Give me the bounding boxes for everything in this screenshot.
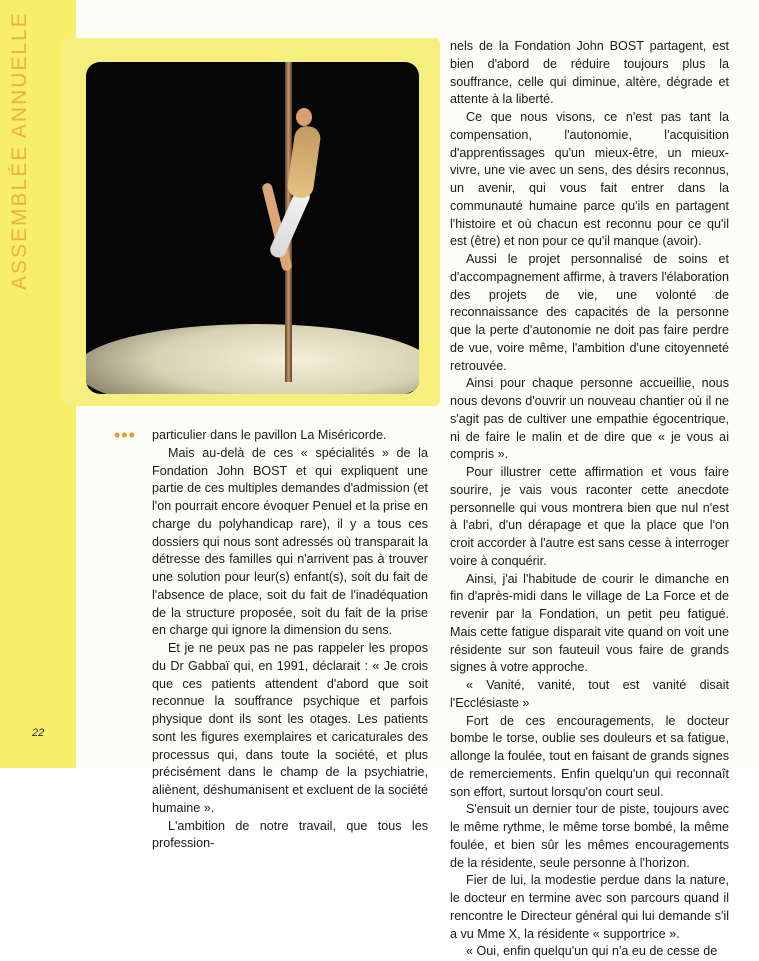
paragraph: Pour illustrer cette affirmation et vous faire sourire, je vais vous raconter cette anecdote personnelle qui vous montrera bien que nul n'est à l'abri, d'un dérapage et que la place que l'on croit accorder à l'autre est sans cesse à interroger voire à conquérir. <box>450 465 729 568</box>
paragraph: Fier de lui, la modestie perdue dans la nature, le docteur en termine avec son parcours quand il rencontre le Directeur général qui lui demande s'il a vu Mme X, la résidente « supportrice ». <box>450 873 729 941</box>
paragraph: Mais au-delà de ces « spécialités » de la Fondation John BOST et qui expliquent une partie de ces multiples demandes d'admission (et l'on pourrait encore évoquer Penuel et la prise en charge du polyhandicap rare), il y a tous ces dossiers qui nous sont adressés où transparait la détresse des familles qui n'arrivent pas à trouver une solution pour leur(s) enfant(s), soit du fait de l'absence de place, soit du fait de l'inadéquation de la structure proposée, soit du fait de la prise en charge qui ignore la dimension du sens. <box>152 445 428 638</box>
page-number: 22 <box>32 727 45 739</box>
right-text-column <box>450 38 729 961</box>
paragraph: Ainsi, j'ai l'habitude de courir le dimanche en fin d'après-midi dans le village de La Force et de revenir par la Fondation, un petit peu fatigué. Mais cette fatigue disparait vite quand on voit une résidente sur son fauteuil vous faire de grands signes à votre approche. <box>450 571 729 675</box>
paragraph: Fort de ces encouragements, le docteur bombe le torse, oublie ses douleurs et sa fatigue, allonge la foulée, tout en faisant de grands signes de remerciements. Enfin quelqu'un qui reconnaît son effort, surtout lorsqu'on court seul. <box>450 713 729 799</box>
paragraph: « Oui, enfin quelqu'un qui n'a eu de cesse de <box>466 944 718 959</box>
paragraph: nels de la Fondation John BOST partagent, est bien d'abord de réduire toujours plus la souffrance, celle qui diminue, altère, dégrade et attente à la liberté. <box>450 39 729 107</box>
stage-floor-light <box>86 324 419 394</box>
paragraph: « Vanité, vanité, tout est vanité disait l'Ecclésiaste » <box>450 678 729 710</box>
dancer-head <box>296 108 312 126</box>
paragraph: Ce que nous visons, ce n'est pas tant la compensation, l'autonomie, l'acquisition d'apprentissages qu'un mieux-être, un mieux-vivre, une vie avec un sens, des désirs reconnus, un avenir, qui vous fait entrer dans la communauté humaine parce qu'ils en partagent l'histoire et où chacun est reconnu pour ce qu'il est (être) et non pour ce qu'il manque (avoir). <box>450 110 729 249</box>
section-title-vertical: ASSEMBLÉE ANNUELLE <box>8 11 31 290</box>
paragraph: Aussi le projet personnalisé de soins et d'accompagnement affirme, à travers l'élaboration des projets de vie, une volonté de reconnaissance des capacités de la personne que la perte d'autonomie ne doit pas faire perdre de vue, voire même, l'ambition d'une citoyenneté retrouvée. <box>450 252 729 373</box>
paragraph: S'ensuit un dernier tour de piste, toujours avec le même rythme, le même torse bombé, la même foulée, et bien sûr les mêmes encouragements de la résidente, seule personne à l'horizon. <box>450 802 729 870</box>
paragraph: particulier dans le pavillon La Miséricorde. <box>152 428 387 442</box>
orange-bullet-dots: ••• <box>114 425 136 445</box>
paragraph: Et je ne peux pas ne pas rappeler les propos du Dr Gabbaï qui, en 1991, déclarait : « Je crois que ces patients attendent d'abord que soit reconnue la souffrance psychique et parfois physique dont ils sont les otages. Les patients sont les figures exemplaires et caricaturales des processus qui, dans toute la société, et plus précisément dans le champ de la psychiatrie, aliènent, déshumanisent et excluent de la société humaine ». <box>152 641 428 815</box>
pole-dancer-photo <box>86 62 419 394</box>
left-text-column <box>152 427 428 853</box>
paragraph: L'ambition de notre travail, que tous les profession- <box>152 818 428 851</box>
paragraph: Ainsi pour chaque personne accueillie, nous nous devons d'ouvrir un nouveau chantier où il ne s'agit pas de cultiver une empathie égocentrique, ni de faire le malin et de dire que « je vous ai compris ». <box>450 376 729 462</box>
